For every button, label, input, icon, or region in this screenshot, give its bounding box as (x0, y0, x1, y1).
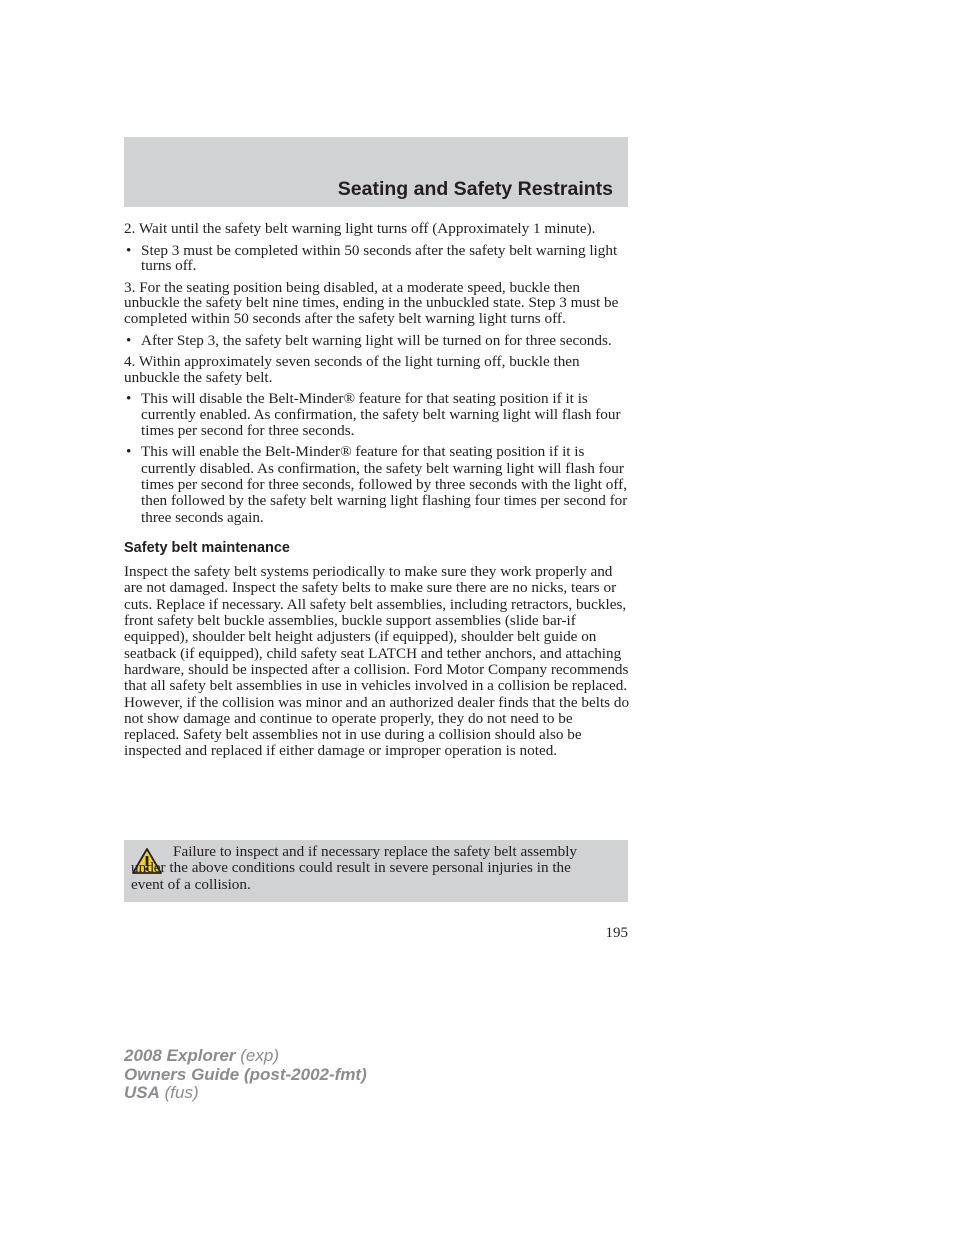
step-3-bullet (124, 333, 630, 349)
section-header-band (124, 137, 628, 207)
step-2-bullet (124, 243, 630, 274)
bullet-dot: • (126, 443, 132, 461)
section-title: Seating and Safety Restraints (337, 178, 613, 200)
footer-model-code: (exp) (240, 1046, 279, 1065)
document-footer (124, 1047, 367, 1103)
bullet-text: This will disable the Belt-Minder® feature for that seating position if it is currently enabled. As confirmation, the safety belt warning light will flash four times per second for three seconds. (141, 390, 621, 439)
bullet-dot: • (126, 331, 132, 349)
bullet-dot: • (126, 390, 132, 408)
footer-line-3 (124, 1084, 367, 1103)
footer-guide: Owners Guide (post-2002-fmt) (124, 1064, 367, 1084)
step-4-bullet-disable (124, 391, 630, 438)
step-4-bullet-enable (124, 444, 630, 526)
bullet-dot: • (126, 241, 132, 259)
maintenance-heading: Safety belt maintenance (124, 540, 290, 557)
warning-box (124, 840, 628, 902)
page-content (124, 221, 630, 766)
step-2-paragraph: 2. Wait until the safety belt warning light turns off (Approximately 1 minute). (124, 220, 596, 237)
bullet-text: After Step 3, the safety belt warning light will be turned on for three seconds. (141, 331, 612, 349)
footer-line-2 (124, 1066, 367, 1085)
bullet-text: Step 3 must be completed within 50 seconds after the safety belt warning light turns off. (141, 241, 618, 275)
warning-text: Failure to inspect and if necessary replace the safety belt assembly under the above conditions could result in severe personal injuries in the event of a collision. (131, 843, 578, 893)
footer-model: 2008 Explorer (124, 1046, 236, 1065)
maintenance-paragraph: Inspect the safety belt systems periodically to make sure they work properly and are not damaged. Inspect the safety belts to make sure there are no nicks, tears or cuts. Replace if necessary. All safety belt assemblies, including retractors, buckles, front safety belt buckle assemblies, buckle support assemblies (slide bar-if equipped), shoulder belt height adjusters (if equipped), shoulder belt guide on seatback (if equipped), child safety seat LATCH and tether anchors, and attaching hardware, should be inspected after a collision. Ford Motor Company recommends that all safety belt assemblies in use in vehicles involved in a collision be replaced. However, if the collision was minor and an authorized dealer finds that the belts do not show damage and continue to operate properly, they do not need to be replaced. Safety belt assemblies not in use during a collision should also be inspected and replaced if either damage or improper operation is noted. (124, 563, 630, 760)
warning-text-block (131, 844, 591, 893)
footer-market-code: (fus) (164, 1083, 199, 1102)
footer-line-1 (124, 1047, 367, 1066)
step-3-paragraph: 3. For the seating position being disabled, at a moderate speed, buckle then unbuckle the safety belt nine times, ending in the unbuckled state. Step 3 must be completed within 50 seconds after the safety belt warning light turns off. (124, 278, 619, 327)
footer-market: USA (124, 1083, 160, 1102)
bullet-text: This will enable the Belt-Minder® feature for that seating position if it is currently disabled. As confirmation, the safety belt warning light will flash four times per second for three seconds, followed by three seconds with the light off, then followed by the safety belt warning light flashing four times per second for three seconds again. (141, 443, 628, 526)
page-number: 195 (605, 925, 628, 941)
step-4-paragraph: 4. Within approximately seven seconds of the light turning off, buckle then unbuckle the safety belt. (124, 353, 580, 386)
